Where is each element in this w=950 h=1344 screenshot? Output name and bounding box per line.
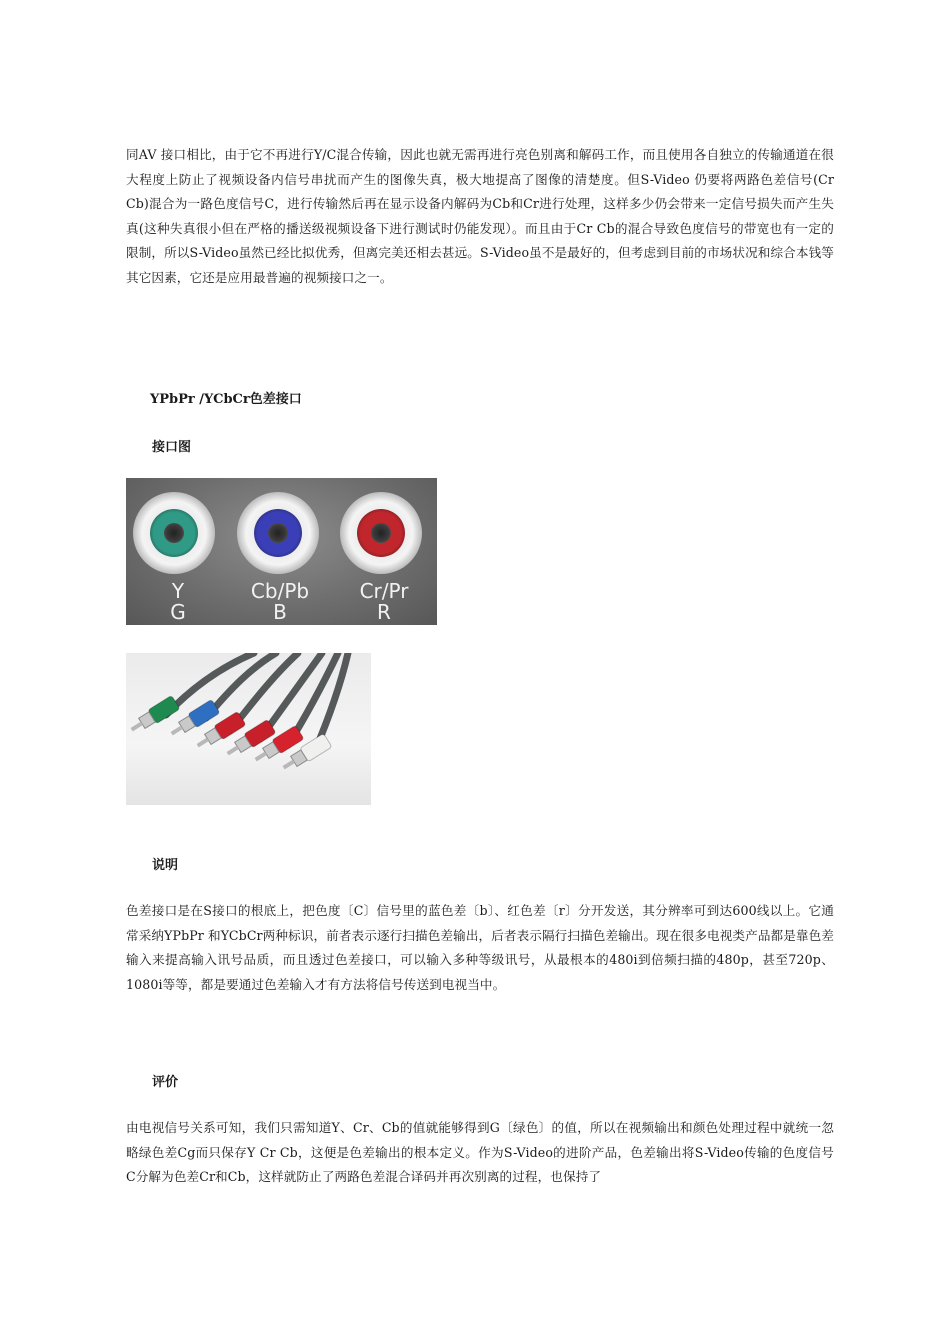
evaluation-heading: 评价 [152, 1075, 179, 1090]
jack-label-bottom: R [377, 600, 391, 624]
rca-plug-icon [127, 695, 180, 736]
jack-label-bottom: B [273, 600, 287, 624]
component-connector-panel-photo [126, 478, 437, 625]
component-cable-photo [126, 653, 371, 805]
description-heading: 说明 [152, 858, 179, 873]
jack-label-top: Cr/Pr [359, 579, 409, 603]
description-paragraph: 色差接口是在S接口的根底上，把色度〔C〕信号里的蓝色差〔b〕、红色差〔r〕分开发送，其分辨率可到达600线以上。它通常采纳YPbPr 和YCbCr两种标识，前者表示逐行扫描色差输出，后者表示隔行扫描色差输出。现在很多电视类产品都是靠色差输入来提高输入讯号品质，而且透过色差接口，可以输入多种等级讯号，从最根本的480i到倍频扫描的480p，甚至720p、1080i等等，都是要通过色差输入才有方法将信号传送到电视当中。 [126, 903, 834, 992]
section-heading: YPbPr /YCbCr色差接口 [150, 392, 302, 407]
y-jack-icon [133, 492, 215, 574]
jack-label-top: Cb/Pb [250, 579, 310, 603]
evaluation-paragraph: 由电视信号关系可知，我们只需知道Y、Cr、Cb的值就能够得到G〔绿色〕的值，所以在视频输出和颜色处理过程中就统一忽略绿色差Cg而只保存Y Cr Cb，这便是色差输出的根本定义。作为S-Video的进阶产品，色差输出将S-Video传输的色度信号C分解为色差Cr和Cb，这样就防止了两路色差混合译码并再次别离的过程，也保持了 [126, 1120, 834, 1185]
y-jack-ring [150, 509, 198, 557]
diagram-heading: 接口图 [152, 440, 192, 455]
pr-jack-ring [357, 509, 405, 557]
pb-jack-icon [237, 492, 319, 574]
intro-paragraph: 同AV 接口相比，由于它不再进行Y/C混合传输，因此也就无需再进行亮色别离和解码工作，而且使用各自独立的传输通道在很大程度上防止了视频设备内信号串扰而产生的图像失真，极大地提高了图像的清楚度。但S-Video 仍要将两路色差信号(Cr Cb)混合为一路色度信号C，进行传输然后再在显示设备内解码为Cb和Cr进行处理，这样多少仍会带来一定信号损失而产生失真(这种失真很小但在严格的播送级视频设备下进行测试时仍能发现）。而且由于Cr Cb的混合导致色度信号的带宽也有一定的限制，所以S-Video虽然已经比拟优秀，但离完美还相去甚远。S-Video虽不是最好的，但考虑到目前的市场状况和综合本钱等其它因素，它还是应用最普遍的视频接口之一。 [126, 147, 834, 285]
jack-label-top: Y [171, 579, 185, 603]
jack-label-bottom: G [170, 600, 186, 624]
pb-jack-ring [254, 509, 302, 557]
rca-cables-illustration [126, 653, 371, 805]
pr-jack-icon [340, 492, 422, 574]
